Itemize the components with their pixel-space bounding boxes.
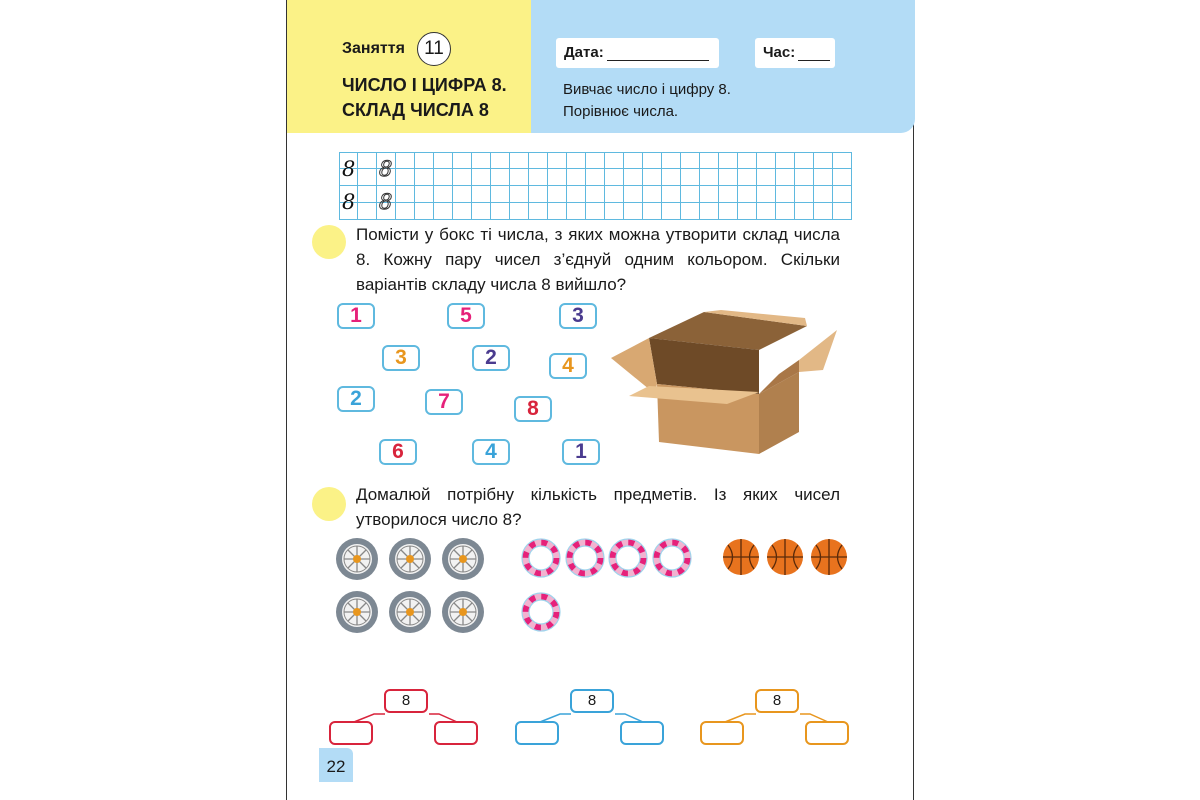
- tree-answer-box[interactable]: [515, 721, 559, 745]
- basketball-icon: [723, 539, 759, 575]
- grid-cell[interactable]: [510, 152, 529, 169]
- grid-cell[interactable]: [586, 186, 605, 203]
- basketball-icon: [811, 539, 847, 575]
- tree-answer-box[interactable]: [805, 721, 849, 745]
- lesson-number-badge: 11: [417, 32, 451, 66]
- number-card[interactable]: 1: [337, 303, 375, 329]
- grid-cell[interactable]: [719, 169, 738, 186]
- wheel-icon: [389, 591, 431, 633]
- grid-cell[interactable]: [833, 169, 852, 186]
- grid-cell[interactable]: [377, 152, 396, 181]
- number-card[interactable]: 3: [559, 303, 597, 329]
- grid-cell[interactable]: [339, 203, 358, 220]
- grid-cell[interactable]: [757, 186, 776, 203]
- grid-cell[interactable]: [510, 169, 529, 186]
- grid-cell[interactable]: [453, 203, 472, 220]
- grid-cell[interactable]: [605, 152, 624, 169]
- grid-cell[interactable]: [415, 169, 434, 186]
- grid-cell[interactable]: [681, 203, 700, 220]
- grid-cell[interactable]: [643, 203, 662, 220]
- grid-cell[interactable]: [434, 186, 453, 203]
- grid-cell[interactable]: [358, 152, 377, 169]
- grid-cell[interactable]: [662, 203, 681, 220]
- grid-cell[interactable]: [719, 203, 738, 220]
- grid-cell[interactable]: [700, 152, 719, 169]
- grid-cell[interactable]: [339, 152, 358, 181]
- wheel-icon: [442, 591, 484, 633]
- grid-cell[interactable]: [510, 203, 529, 220]
- grid-cell[interactable]: [491, 203, 510, 220]
- grid-cell[interactable]: [814, 152, 833, 169]
- grid-cell[interactable]: [396, 186, 415, 203]
- grid-cell[interactable]: [472, 186, 491, 203]
- grid-cell[interactable]: [491, 152, 510, 169]
- grid-cell[interactable]: [434, 203, 453, 220]
- grid-cell[interactable]: [624, 152, 643, 169]
- grid-row: [339, 203, 852, 220]
- grid-cell[interactable]: [567, 152, 586, 169]
- workbook-page: [286, 0, 914, 800]
- grid-cell[interactable]: [624, 203, 643, 220]
- grid-cell[interactable]: [681, 152, 700, 169]
- wheel-group: [336, 538, 484, 633]
- basketball-icon: [767, 539, 803, 575]
- grid-cell[interactable]: [719, 186, 738, 203]
- grid-cell[interactable]: [529, 152, 548, 169]
- swim-ring-icon: [566, 539, 604, 577]
- grid-cell[interactable]: [510, 186, 529, 203]
- basketball-group: [723, 539, 847, 575]
- grid-cell[interactable]: [757, 169, 776, 186]
- title-line-2: СКЛАД ЧИСЛА 8: [342, 100, 489, 120]
- page-title: [342, 73, 507, 123]
- grid-cell[interactable]: [339, 186, 358, 214]
- open-cardboard-box-illustration[interactable]: [609, 306, 841, 458]
- task1-marker-dot: [312, 225, 346, 259]
- wheel-icon: [442, 538, 484, 580]
- grid-cell[interactable]: [453, 186, 472, 203]
- tree-answer-box[interactable]: [700, 721, 744, 745]
- number-card[interactable]: 1: [562, 439, 600, 465]
- grid-cell[interactable]: [529, 169, 548, 186]
- number-card[interactable]: 3: [382, 345, 420, 371]
- grid-cell[interactable]: [757, 203, 776, 220]
- grid-cell[interactable]: [415, 152, 434, 169]
- grid-cell[interactable]: [624, 186, 643, 203]
- grid-cell[interactable]: [776, 186, 795, 203]
- box-right-flap: [799, 330, 837, 372]
- grid-cell[interactable]: [814, 203, 833, 220]
- box-left-flap: [611, 338, 657, 394]
- task2-marker-dot: [312, 487, 346, 521]
- header-yellow-panel: [287, 0, 531, 133]
- grid-cell[interactable]: [491, 186, 510, 203]
- tree-top-number: 8: [570, 689, 614, 713]
- grid-cell[interactable]: [567, 203, 586, 220]
- grid-cell[interactable]: [662, 152, 681, 169]
- grid-cell[interactable]: [662, 169, 681, 186]
- task2-text: Домалюй потрібну кількість предметів. Із яких чисел утворилося число 8?: [356, 485, 840, 529]
- grid-cell[interactable]: [738, 203, 757, 220]
- grid-cell[interactable]: [415, 203, 434, 220]
- number-card[interactable]: 8: [514, 396, 552, 422]
- tree-answer-box[interactable]: [329, 721, 373, 745]
- goal-2: Порівнює числа.: [563, 103, 679, 120]
- date-field[interactable]: [556, 38, 719, 68]
- grid-cell[interactable]: [377, 169, 396, 186]
- sample-digit: 8: [342, 157, 356, 181]
- grid-cell[interactable]: [472, 169, 491, 186]
- grid-cell[interactable]: [624, 169, 643, 186]
- grid-cell[interactable]: [548, 186, 567, 203]
- grid-cell[interactable]: [434, 152, 453, 169]
- grid-cell[interactable]: [396, 152, 415, 169]
- tree-top-number: 8: [755, 689, 799, 713]
- grid-cell[interactable]: [738, 152, 757, 169]
- grid-cell[interactable]: [795, 152, 814, 169]
- grid-cell[interactable]: [681, 186, 700, 203]
- digit-writing-grid[interactable]: [339, 152, 852, 220]
- number-card[interactable]: 7: [425, 389, 463, 415]
- tracing-digit: 8: [379, 157, 393, 181]
- grid-cell[interactable]: [605, 169, 624, 186]
- grid-cell[interactable]: [358, 169, 377, 186]
- grid-cell[interactable]: [491, 169, 510, 186]
- wheel-icon: [336, 538, 378, 580]
- grid-cell[interactable]: [548, 203, 567, 220]
- tree-top-number: 8: [384, 689, 428, 713]
- grid-cell[interactable]: [567, 186, 586, 203]
- grid-cell[interactable]: [339, 169, 358, 186]
- grid-cell[interactable]: [662, 186, 681, 203]
- swim-ring-icon: [522, 593, 560, 631]
- grid-cell[interactable]: [795, 186, 814, 203]
- grid-cell[interactable]: [833, 203, 852, 220]
- grid-cell[interactable]: [738, 169, 757, 186]
- lesson-label: Заняття: [342, 40, 405, 57]
- date-label: Дата:: [564, 44, 604, 61]
- page-number: 22: [319, 748, 353, 782]
- number-card[interactable]: 5: [447, 303, 485, 329]
- wheel-icon: [389, 538, 431, 580]
- grid-cell[interactable]: [434, 169, 453, 186]
- number-card[interactable]: 4: [549, 353, 587, 379]
- grid-cell[interactable]: [396, 203, 415, 220]
- grid-cell[interactable]: [776, 152, 795, 169]
- grid-cell[interactable]: [586, 203, 605, 220]
- tree-answer-box[interactable]: [620, 721, 664, 745]
- grid-cell[interactable]: [643, 169, 662, 186]
- grid-cell[interactable]: [529, 186, 548, 203]
- grid-cell[interactable]: [472, 203, 491, 220]
- grid-cell[interactable]: [548, 152, 567, 169]
- number-card[interactable]: 6: [379, 439, 417, 465]
- swim-ring-group: [522, 539, 691, 631]
- number-card[interactable]: 2: [337, 386, 375, 412]
- grid-cell[interactable]: [358, 203, 377, 220]
- grid-cell[interactable]: [833, 152, 852, 169]
- task1-text: Помісти у бокс ті числа, з яких можна утворити склад числа 8. Кожну пару чисел з’єднуй одним кольором. Скільки варіантів складу числа 8 вийшло?: [356, 225, 840, 294]
- goal-1: Вивчає число і цифру 8.: [563, 81, 731, 98]
- grid-cell[interactable]: [472, 152, 491, 169]
- grid-cell[interactable]: [377, 186, 396, 214]
- grid-cell[interactable]: [795, 203, 814, 220]
- swim-ring-icon: [609, 539, 647, 577]
- grid-cell[interactable]: [567, 169, 586, 186]
- grid-row: [339, 152, 852, 181]
- tracing-digit: 8: [379, 190, 393, 214]
- grid-cell[interactable]: [358, 186, 377, 203]
- grid-cell[interactable]: [814, 186, 833, 203]
- lesson-goals: [563, 79, 731, 123]
- grid-cell[interactable]: [795, 169, 814, 186]
- grid-cell[interactable]: [833, 186, 852, 203]
- objects-to-count[interactable]: [327, 532, 867, 638]
- box-side-face: [759, 372, 799, 454]
- grid-row: [339, 169, 852, 186]
- grid-cell[interactable]: [719, 152, 738, 169]
- grid-cell[interactable]: [776, 169, 795, 186]
- grid-cell[interactable]: [605, 186, 624, 203]
- grid-cell[interactable]: [586, 152, 605, 169]
- grid-row: [339, 186, 852, 214]
- grid-cell[interactable]: [529, 203, 548, 220]
- swim-ring-icon: [653, 539, 691, 577]
- title-line-1: ЧИСЛО І ЦИФРА 8.: [342, 75, 507, 95]
- wheel-icon: [336, 591, 378, 633]
- grid-cell[interactable]: [396, 169, 415, 186]
- grid-cell[interactable]: [377, 203, 396, 220]
- sample-digit: 8: [342, 190, 356, 214]
- time-line[interactable]: [798, 46, 830, 61]
- tree-answer-box[interactable]: [434, 721, 478, 745]
- grid-cell[interactable]: [548, 169, 567, 186]
- grid-cell[interactable]: [757, 152, 776, 169]
- grid-cell[interactable]: [776, 203, 795, 220]
- grid-cell[interactable]: [453, 152, 472, 169]
- grid-cell[interactable]: [453, 169, 472, 186]
- grid-cell[interactable]: [814, 169, 833, 186]
- time-field[interactable]: [755, 38, 835, 68]
- time-label: Час:: [763, 44, 796, 61]
- date-line[interactable]: [607, 46, 709, 61]
- grid-cell[interactable]: [415, 186, 434, 203]
- grid-cell[interactable]: [605, 203, 624, 220]
- grid-cell[interactable]: [643, 186, 662, 203]
- grid-cell[interactable]: [700, 203, 719, 220]
- number-card[interactable]: 2: [472, 345, 510, 371]
- grid-cell[interactable]: [643, 152, 662, 169]
- number-card[interactable]: 4: [472, 439, 510, 465]
- grid-cell[interactable]: [586, 169, 605, 186]
- grid-cell[interactable]: [700, 169, 719, 186]
- grid-cell[interactable]: [700, 186, 719, 203]
- grid-cell[interactable]: [738, 186, 757, 203]
- swim-ring-icon: [522, 539, 560, 577]
- grid-cell[interactable]: [681, 169, 700, 186]
